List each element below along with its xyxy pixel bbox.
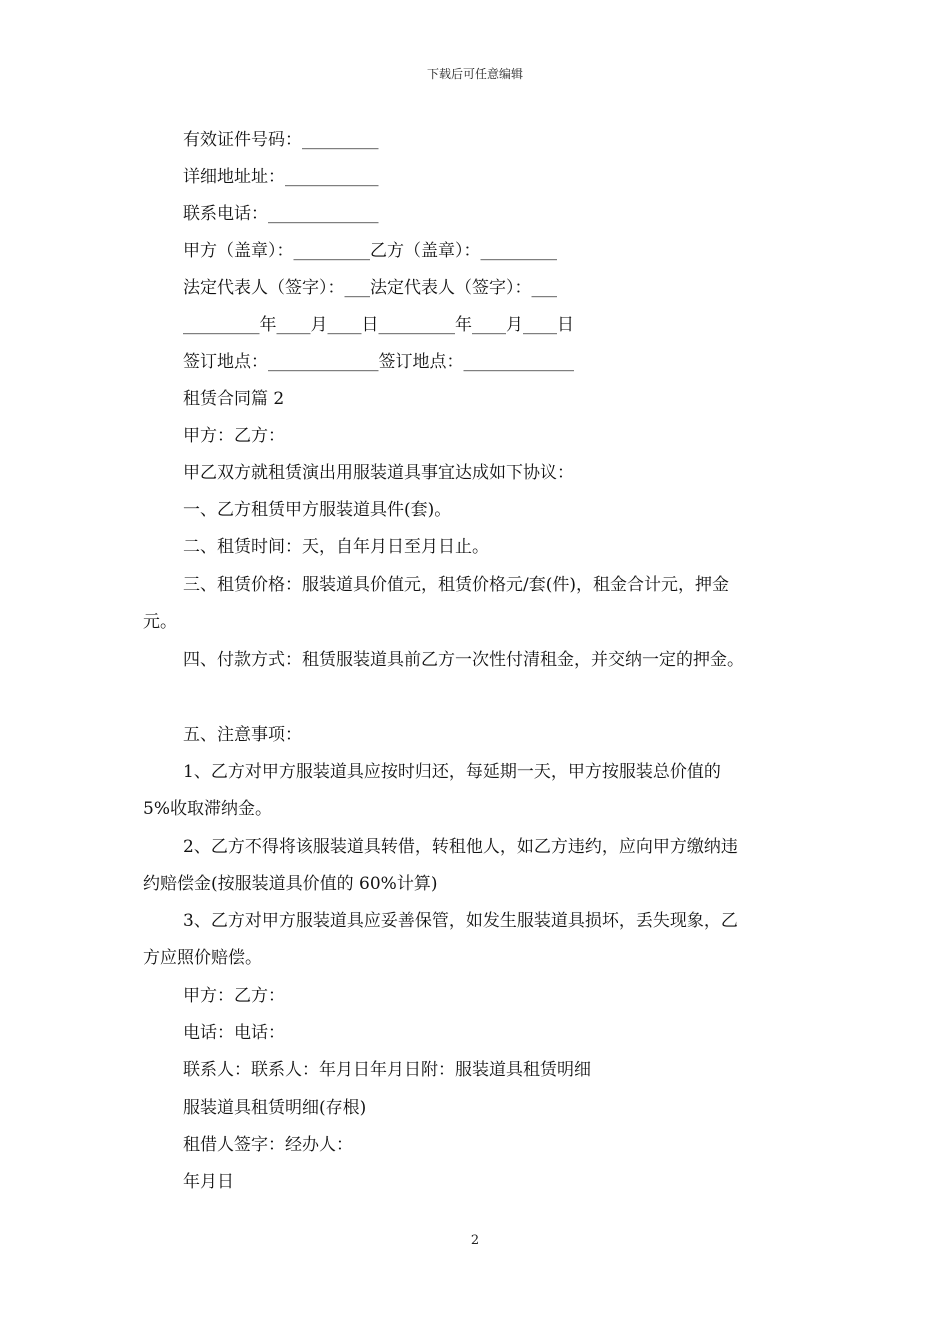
text-line-phones: 电话：电话： (183, 1023, 285, 1043)
clause-3-line-1: 三、租赁价格：服装道具价值元，租赁价格元/套(件)，租金合计元，押金 (183, 575, 729, 595)
section-title-contract-2: 租赁合同篇 2 (183, 389, 285, 409)
text-line-signing-places: 签订地点：_____________签订地点：_____________ (183, 352, 574, 372)
note-2-line-1: 2、乙方不得将该服装道具转借，转租他人，如乙方违约，应向甲方缴纳违 (183, 837, 738, 857)
text-line-date: 年月日 (183, 1172, 234, 1192)
text-line-seals: 甲方（盖章）：_________乙方（盖章）：_________ (183, 241, 557, 261)
text-line-agreement-intro: 甲乙双方就租赁演出用服装道具事宜达成如下协议： (183, 463, 574, 483)
text-line-id-number: 有效证件号码：_________ (183, 130, 379, 150)
note-3-line-2: 方应照价赔偿。 (143, 948, 262, 968)
text-line-dates: _________年____月____日_________年____月____日 (183, 315, 574, 335)
text-line-legal-representatives: 法定代表人（签字）：___法定代表人（签字）：___ (183, 278, 557, 298)
page-header: 下载后可任意编辑 (426, 67, 523, 81)
clause-1: 一、乙方租赁甲方服装道具件(套)。 (183, 500, 452, 520)
clause-3-line-2: 元。 (143, 612, 177, 632)
clause-4: 四、付款方式：租赁服装道具前乙方一次性付清租金，并交纳一定的押金。 (183, 650, 744, 670)
page-number: 2 (470, 1233, 480, 1248)
text-line-phone: 联系电话：_____________ (183, 204, 379, 224)
note-2-line-2: 约赔偿金(按服装道具价值的 60%计算) (143, 874, 438, 894)
clause-5-title: 五、注意事项： (183, 725, 302, 745)
note-1-line-2: 5%收取滞纳金。 (143, 799, 272, 819)
text-line-borrower-signature: 租借人签字：经办人： (183, 1135, 353, 1155)
note-1-line-1: 1、乙方对甲方服装道具应按时归还，每延期一天，甲方按服装总价值的 (183, 762, 721, 782)
note-3-line-1: 3、乙方对甲方服装道具应妥善保管，如发生服装道具损坏，丢失现象，乙 (183, 911, 738, 931)
text-line-contacts: 联系人：联系人：年月日年月日附：服装道具租赁明细 (183, 1060, 591, 1080)
text-line-parties: 甲方：乙方： (183, 426, 285, 446)
text-line-address: 详细地址址：___________ (183, 167, 379, 187)
clause-2: 二、租赁时间：天，自年月日至月日止。 (183, 537, 489, 557)
text-line-detail-stub: 服装道具租赁明细(存根) (183, 1098, 367, 1118)
text-line-parties-sign: 甲方：乙方： (183, 986, 285, 1006)
